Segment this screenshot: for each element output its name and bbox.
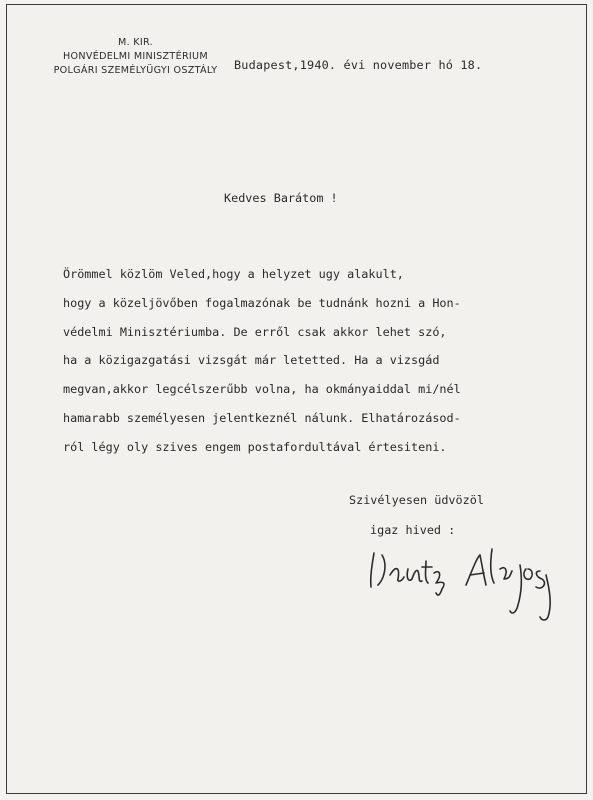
body-line: megvan,akkor legcélszerűbb volna, ha okmányaiddal mi/nél: [63, 382, 461, 396]
letterhead-line-2: HONVÉDELMI MINISZTÉRIUM: [63, 51, 208, 62]
body-line: Örömmel közlöm Veled,hogy a helyzet ugy alakult,: [63, 267, 404, 281]
sign-off: igaz hived :: [370, 523, 456, 537]
letterhead-line-1: M. KIR.: [118, 37, 153, 48]
body-line: hamarabb személyesen jelentkeznél nálunk. Elhatározásod-: [63, 411, 461, 425]
salutation: Kedves Barátom !: [224, 191, 338, 205]
closing: Szivélyesen üdvözöl: [349, 493, 484, 507]
body-line: védelmi Minisztériumba. De erről csak akkor lehet szó,: [63, 325, 447, 339]
body-line: hogy a közeljövőben fogalmazónak be tudnánk hozni a Hon-: [63, 296, 461, 310]
letter-sheet: [6, 4, 587, 794]
letterhead-line-3: POLGÁRI SZEMÉLYÜGYI OSZTÁLY: [53, 65, 218, 76]
date-line: Budapest,1940. évi november hó 18.: [234, 58, 483, 72]
body-line: ha a közigazgatási vizsgát már letetted. Ha a vizsgád: [63, 353, 440, 367]
letterhead: [33, 36, 238, 78]
body-line: ról légy oly szives engem postafordultával értesiteni.: [63, 440, 447, 454]
handwritten-signature: [362, 535, 572, 625]
